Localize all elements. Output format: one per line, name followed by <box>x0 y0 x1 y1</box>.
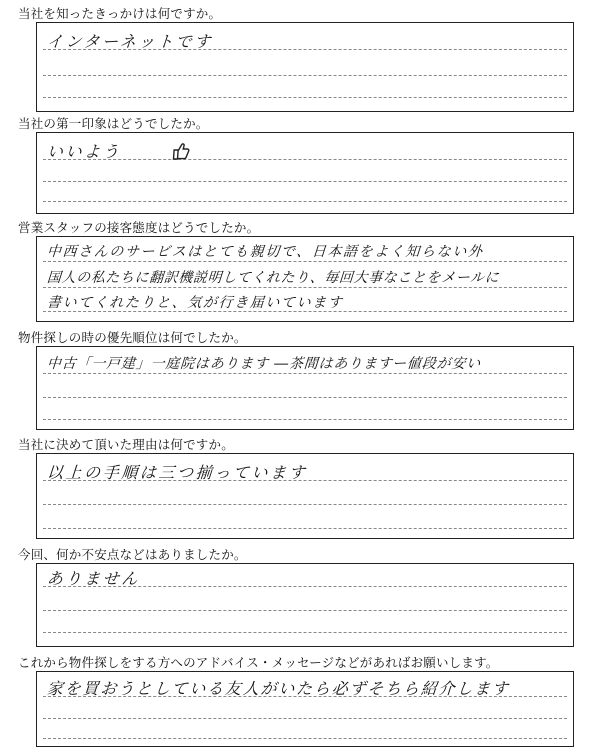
ruled-line <box>43 261 567 262</box>
answer-3-line-2: 国人の私たちに翻訳機説明してくれたり、毎回大事なことをメールに <box>46 270 500 286</box>
question-4-label: 物件探しの時の優先順位は何でしたか。 <box>18 330 247 345</box>
answer-6-line-1: ありません <box>46 569 141 588</box>
answer-box-6 <box>36 563 574 647</box>
ruled-line <box>43 397 567 398</box>
answer-4-line-1: 中古「一戸建」一庭院はあります ―茶間はありますー値段が安い <box>46 356 482 372</box>
ruled-line <box>43 75 567 76</box>
question-3-label: 営業スタッフの接客態度はどうでしたか。 <box>18 220 260 235</box>
ruled-line <box>43 97 567 98</box>
ruled-line <box>43 610 567 611</box>
ruled-line <box>43 504 567 505</box>
answer-3-line-3: 書いてくれたりと、気が行き届いています <box>46 295 344 311</box>
question-6-label: 今回、何か不安点などはありましたか。 <box>18 547 247 562</box>
answer-box-5 <box>36 453 574 539</box>
ruled-line <box>43 201 567 202</box>
answer-5-line-1: 以上の手順は三つ揃っています <box>46 463 309 482</box>
answer-7-line-1: 家を買おうとしている友人がいたら必ずそちら紹介します <box>46 679 511 698</box>
question-5-label: 当社に決めて頂いた理由は何ですか。 <box>18 437 234 452</box>
answer-box-2 <box>36 132 574 214</box>
ruled-line <box>43 181 567 182</box>
answer-box-1 <box>36 22 574 112</box>
thumbs-up-icon <box>170 141 192 165</box>
answer-box-7 <box>36 671 574 747</box>
question-1-label: 当社を知ったきっかけは何ですか。 <box>18 6 222 21</box>
ruled-line <box>43 718 567 719</box>
ruled-line <box>43 738 567 739</box>
ruled-line <box>43 287 567 288</box>
question-7-label: これから物件探しをする方へのアドバイス・メッセージなどがあればお願いします。 <box>18 655 499 670</box>
answer-1-line-1: インターネットです <box>46 32 214 51</box>
answer-box-3 <box>36 236 574 322</box>
question-2-label: 当社の第一印象はどうでしたか。 <box>18 116 209 131</box>
answer-2-line-1: いいよう <box>46 142 123 161</box>
ruled-line <box>43 528 567 529</box>
answer-3-line-1: 中西さんのサービスはとても親切で、日本語をよく知らない外 <box>46 244 485 260</box>
ruled-line <box>43 373 567 374</box>
answer-box-4 <box>36 346 574 430</box>
ruled-line <box>43 419 567 420</box>
answer-2-row <box>46 139 192 165</box>
ruled-line <box>43 632 567 633</box>
